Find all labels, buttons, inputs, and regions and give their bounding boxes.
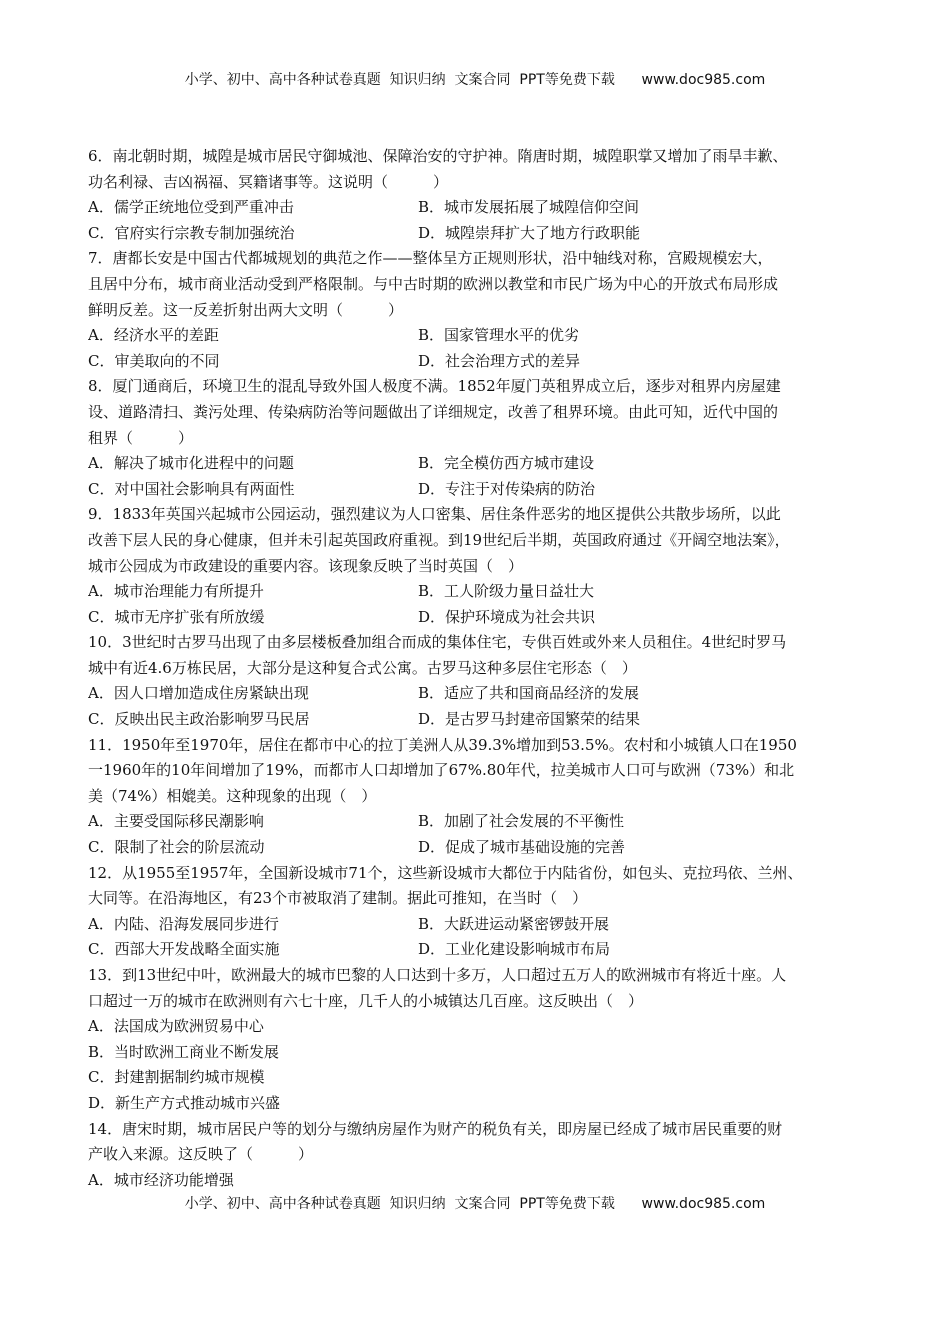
question-text: 14．唐宋时期，城市居民户等的划分与缴纳房屋作为财产的税负有关，即房屋已经成了城市居民重要的财 [88,1119,783,1138]
option-c: C．封建割据制约城市规模 [88,1068,265,1087]
option-a: A．因人口增加造成住房紧缺出现 [88,684,309,703]
question-text: 一1960年的10年间增加了19%，而都市人口却增加了67%.80年代，拉美城市人口可与欧洲（73%）和北 [88,761,795,780]
option-a: A．儒学正统地位受到严重冲击 [88,198,294,217]
option-d: D．是古罗马封建帝国繁荣的结果 [418,710,641,729]
option-a: A．经济水平的差距 [88,326,219,345]
question-14 [88,1117,868,1194]
option-a: A．内陆、沿海发展同步进行 [88,914,279,933]
option-a: A．主要受国际移民潮影响 [88,812,264,831]
option-c: C．审美取向的不同 [88,351,220,370]
option-c: C．城市无序扩张有所放缓 [88,607,265,626]
question-text: 城市公园成为市政建设的重要内容。该现象反映了当时英国（ ） [88,556,524,575]
option-c: C．反映出民主政治影响罗马民居 [88,710,310,729]
option-row [88,477,868,503]
question-text: 8．厦门通商后，环境卫生的混乱导致外国人极度不满。1852年厦门英租界成立后，逐步对租界内房屋建 [88,377,781,396]
question-text: 美（74%）相媲美。这种现象的出现（ ） [88,786,377,805]
option-row [88,809,868,835]
option-d: D．促成了城市基础设施的完善 [418,838,626,857]
question-text: 功名利禄、吉凶祸福、冥籍诸事等。这说明（ ） [88,172,449,191]
question-text: 10．3世纪时古罗马出现了由多层楼板叠加组合而成的集体住宅，专供百姓或外来人员租住。4世纪时罗马 [88,633,787,652]
question-text: 口超过一万的城市在欧洲则有六七十座，几千人的小城镇达几百座。这反映出（ ） [88,991,644,1010]
option-row [88,221,868,247]
option-b: B．大跃进运动紧密锣鼓开展 [418,914,610,933]
exam-content [88,144,868,1193]
option-d: D．保护环境成为社会共识 [418,607,596,626]
option-row [88,912,868,938]
question-text: 9．1833年英国兴起城市公园运动，强烈建议为人口密集、居住条件恶劣的地区提供公共散步场所，以此 [88,505,781,524]
page-footer: 小学、初中、高中各种试卷真题 知识归纳 文案合同 PPT等免费下载 www.doc985.com [184,1196,766,1212]
option-row [88,835,868,861]
option-row [88,605,868,631]
question-9 [88,502,868,630]
option-c: C．对中国社会影响具有两面性 [88,479,295,498]
option-c: C．限制了社会的阶层流动 [88,838,265,857]
question-10 [88,630,868,732]
option-d: D．城隍崇拜扩大了地方行政职能 [418,223,641,242]
option-row [88,707,868,733]
question-text: 租界（ ） [88,428,194,447]
question-7 [88,246,868,374]
option-d: D．专注于对传染病的防治 [418,479,596,498]
option-b: B．工人阶级力量日益壮大 [418,582,595,601]
option-a: A．城市治理能力有所提升 [88,582,264,601]
option-row [88,451,868,477]
option-b: B．国家管理水平的优劣 [418,326,580,345]
option-b: B．完全模仿西方城市建设 [418,454,595,473]
question-8 [88,374,868,502]
question-text: 11．1950年至1970年，居住在都市中心的拉丁美洲人从39.3%增加到53.5%。农村和小城镇人口在1950 [88,735,797,754]
question-text: 13．到13世纪中叶，欧洲最大的城市巴黎的人口达到十多万，人口超过五万人的欧洲城市有将近十座。人 [88,966,787,984]
question-12 [88,861,868,963]
question-text: 改善下层人民的身心健康，但并未引起英国政府重视。到19世纪后半期，英国政府通过《开阔空地法案》， [88,530,790,549]
option-d: D．新生产方式推动城市兴盛 [88,1093,281,1112]
option-a: A．城市经济功能增强 [88,1170,234,1189]
option-a: A．解决了城市化进程中的问题 [88,454,294,473]
question-text: 城中有近4.6万栋民居，大部分是这种复合式公寓。古罗马这种多层住宅形态（ ） [88,658,637,677]
question-text: 大同等。在沿海地区，有23个市被取消了建制。据此可推知，在当时（ ） [88,889,588,908]
question-text: 6．南北朝时期，城隍是城市居民守御城池、保障治安的守护神。隋唐时期，城隍职掌又增加了雨旱丰歉、 [88,147,788,165]
option-b: B．加剧了社会发展的不平衡性 [418,812,625,831]
question-6 [88,144,868,246]
question-text: 7．唐都长安是中国古代都城规划的典范之作——整体呈方正规则形状，沿中轴线对称，宫殿规模宏大， [88,249,773,268]
option-row [88,937,868,963]
option-d: D．社会治理方式的差异 [418,351,581,370]
question-text: 设、道路清扫、粪污处理、传染病防治等问题做出了详细规定，改善了租界环境。由此可知，近代中国的 [88,402,779,421]
option-row [88,681,868,707]
option-b: B．适应了共和国商品经济的发展 [418,684,640,703]
question-11 [88,733,868,861]
option-row [88,195,868,221]
option-d: D．工业化建设影响城市布局 [418,940,611,959]
option-c: C．西部大开发战略全面实施 [88,940,280,959]
question-13 [88,963,868,1117]
question-text: 12．从1955至1957年，全国新设城市71个，这些新设城市大都位于内陆省份，如包头、克拉玛依、兰州、 [88,863,803,882]
option-a: A．法国成为欧洲贸易中心 [88,1017,264,1036]
question-text: 产收入来源。这反映了（ ） [88,1145,314,1164]
question-text: 且居中分布，城市商业活动受到严格限制。与中古时期的欧洲以教堂和市民广场为中心的开放式布局形成 [88,274,779,293]
option-b: B．城市发展拓展了城隍信仰空间 [418,198,640,217]
question-text: 鲜明反差。这一反差折射出两大文明（ ） [88,300,404,319]
option-b: B．当时欧洲工商业不断发展 [88,1042,280,1061]
option-row [88,579,868,605]
option-c: C．官府实行宗教专制加强统治 [88,223,295,242]
option-row [88,323,868,349]
option-row [88,349,868,375]
page-header: 小学、初中、高中各种试卷真题 知识归纳 文案合同 PPT等免费下载 www.doc985.com [184,72,766,88]
